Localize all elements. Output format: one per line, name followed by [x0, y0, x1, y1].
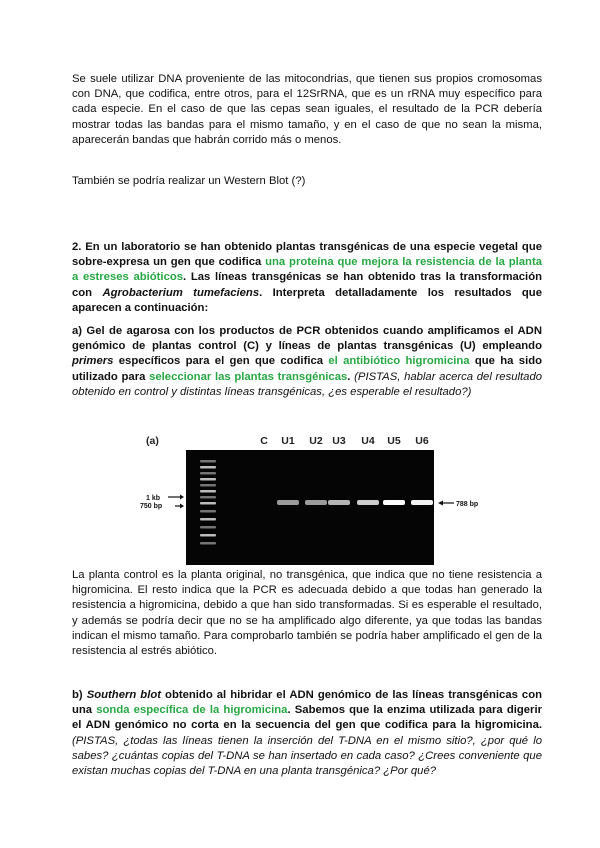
pcr-band-u2 — [305, 500, 327, 505]
ladder-band — [200, 466, 216, 469]
question-2a — [72, 324, 542, 400]
question-2b-hint: (PISTAS, ¿todas las líneas tienen la inserción del T-DNA en el mismo sitio?, ¿por qué lo sabes? ¿cuántas copias del T-DNA se han insertado en cada caso? ¿Crees conveniente que existan muchas copias del T-DNA en una planta transgénica? ¿Por qué? — [72, 734, 542, 778]
agarose-gel-figure — [140, 430, 479, 565]
ladder-band — [200, 510, 216, 513]
paragraph-western-blot: También se podría realizar un Western Blot (?) — [72, 175, 306, 187]
lane-label-u2: U2 — [309, 435, 323, 447]
ladder-band — [200, 460, 216, 463]
marker-arrows — [168, 495, 184, 509]
ladder-band — [200, 534, 216, 537]
question-2b — [72, 688, 542, 779]
question-2a-text-b: específicos para el gen que codifica — [113, 355, 329, 368]
question-2-text-c: . Interpreta detalladamente los resultados que aparecen a continuación: — [72, 286, 542, 314]
ladder-band — [200, 518, 216, 521]
question-2b-text-a: b) — [72, 689, 87, 701]
ladder-band — [200, 478, 216, 481]
pcr-band-u4 — [357, 500, 379, 505]
lane-label-u3: U3 — [332, 435, 346, 447]
lane-label-u4: U4 — [361, 435, 375, 447]
ladder-band — [200, 496, 216, 499]
question-2a-text-a: a) Gel de agarosa con los productos de PCR obtenidos cuando amplificamos el ADN genómico de plantas control (C) y líneas de plantas transgénicas (U) empleando — [72, 325, 542, 353]
question-2 — [72, 240, 542, 316]
question-2-organism: Agrobacterium tumefaciens — [102, 286, 260, 299]
lane-label-c: C — [260, 435, 268, 447]
question-2a-hint: (PISTAS, hablar acerca del resultado obtenido en control y distintas líneas transgénicas, ¿es esperable el resultado?) — [72, 370, 543, 398]
marker-1kb-label: 1 kb — [146, 495, 161, 502]
band-size-label: 788 bp — [456, 501, 479, 508]
ladder-band — [200, 526, 216, 529]
question-2-text-a: 2. En un laboratorio se han obtenido plantas transgénicas de una especie vegetal que sobre-expresa un gen que codifica — [72, 241, 542, 269]
question-2b-text-b: obtenido al hibridar el ADN genómico de las líneas transgénicas con una — [72, 689, 542, 717]
paragraph-answer-a: La planta control es la planta original, no transgénica, que indica que no tiene resistencia a higromicina. El resto indica que la PCR es adecuada debido a que todas han generado la resistencia a higromicina, debido a que han sido transformadas. Si es esperable el resultado, y además se podría decir que no se ha amplificado algo diferente, ya que todas las bandas indican el mismo tamaño. Para comprobarlo también se podría haber amplificado el gen de la resistencia al estrés abiótico. — [72, 569, 542, 658]
question-2a-primers: primers — [72, 355, 114, 368]
pcr-band-u1 — [277, 500, 299, 505]
question-2a-highlight-antibiotic: el antibiótico higromicina — [328, 355, 470, 368]
question-2a-highlight-selection: seleccionar las plantas transgénicas — [149, 370, 348, 383]
figure-panel-label: (a) — [146, 435, 159, 447]
question-2-text-b: . Las líneas transgénicas se han obtenido tras la transformación con — [72, 271, 542, 299]
pcr-band-u3 — [328, 500, 350, 505]
question-2a-text-d: . — [347, 370, 351, 383]
question-2b-text-c: . Sabemos que la enzima utilizada para digerir el ADN genómico no corta en la secuencia del gen que codifica para la higromicina. — [72, 704, 542, 732]
paragraph-mitochondrial-dna: Se suele utilizar DNA proveniente de las mitocondrias, que tienen sus propios cromosomas con DNA, que codifica, entre otros, para el 12SrRNA, que es un rRNA muy específico para cada especie. En el caso de que las cepas sean iguales, el resultado de la PCR debería mostrar todas las bandas para el mismo tamaño, y en el caso de que no sean la misma, aparecerán bandas que habrán corrido más o menos. — [72, 73, 542, 146]
question-2-highlight: una proteína que mejora la resistencia de la planta a estreses abióticos — [72, 256, 542, 284]
pcr-band-u5 — [383, 500, 405, 505]
gel-image — [186, 450, 434, 565]
ladder-band — [200, 484, 216, 487]
ladder-band — [200, 490, 216, 493]
band-size-arrow-icon — [438, 501, 454, 506]
lane-label-u5: U5 — [387, 435, 401, 447]
marker-750bp-label: 750 bp — [140, 503, 163, 510]
question-2a-text-c: que ha sido utilizado para — [72, 355, 543, 383]
ladder-band — [200, 542, 216, 545]
pcr-band-u6 — [411, 500, 433, 505]
lane-label-u6: U6 — [415, 435, 429, 447]
lane-labels — [260, 435, 429, 447]
question-2b-highlight-probe: sonda específica de la higromicina — [96, 704, 288, 717]
ladder-band — [200, 502, 216, 505]
question-2b-southern: Southern blot — [86, 689, 162, 701]
ladder-band — [200, 472, 216, 475]
lane-label-u1: U1 — [281, 435, 295, 447]
